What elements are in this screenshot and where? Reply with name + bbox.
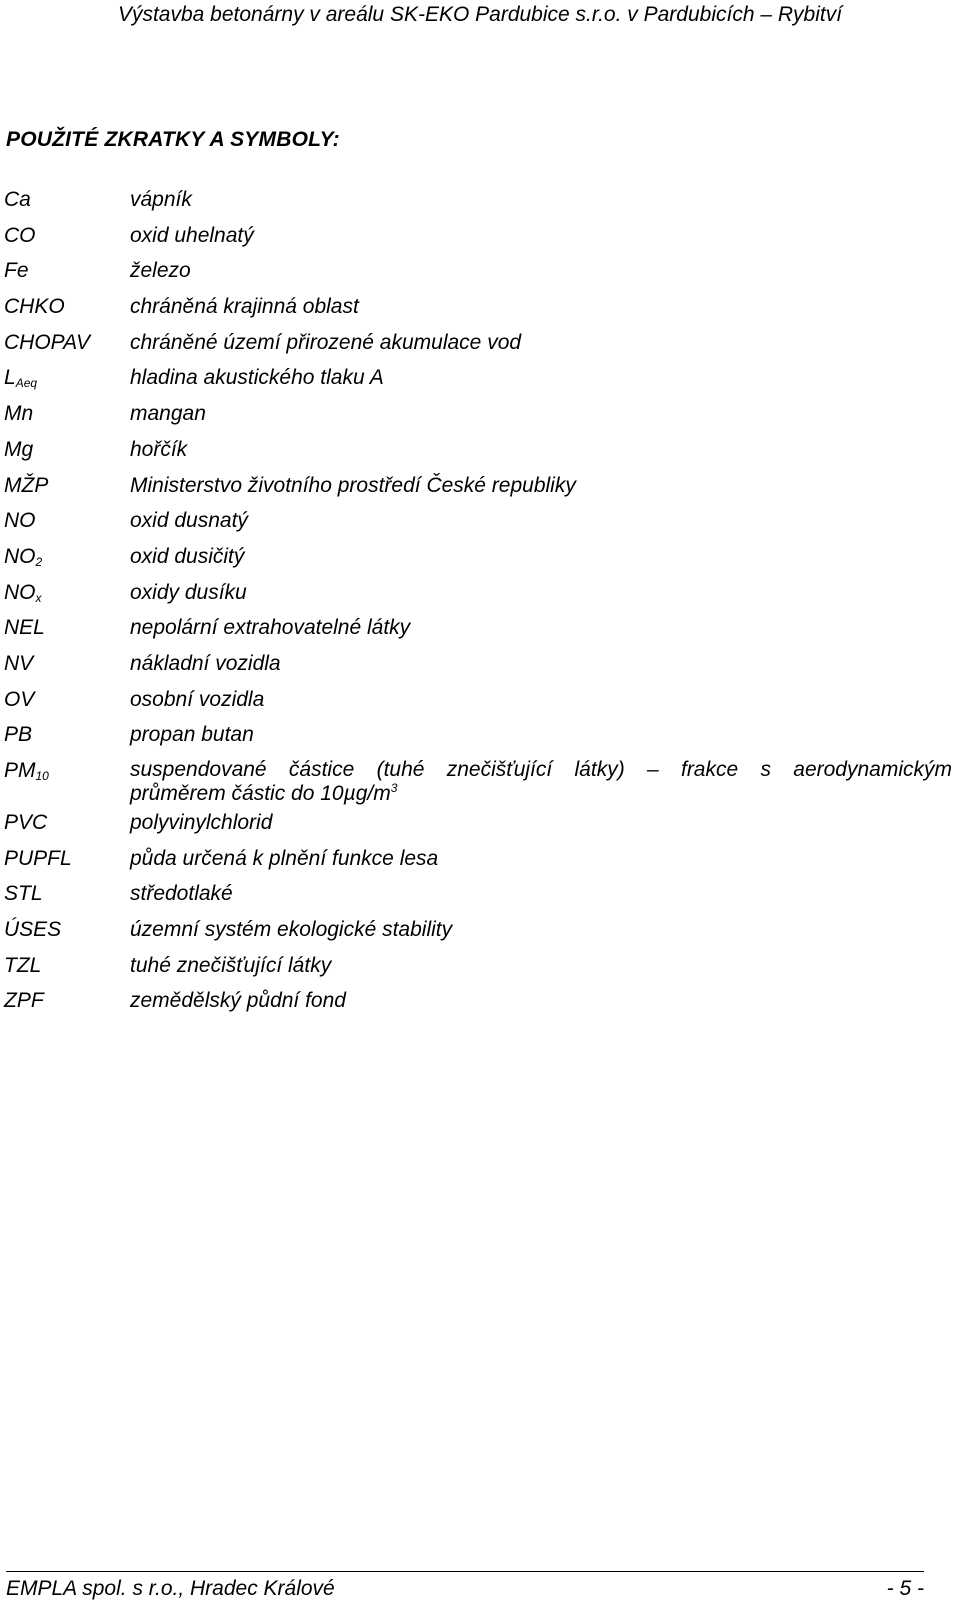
abbreviation-code	[4, 575, 42, 611]
abbreviation-code	[4, 682, 34, 718]
abbreviation-code	[4, 432, 33, 468]
abbreviation-code-subscript: 2	[35, 554, 43, 569]
footer-company: EMPLA spol. s r.o., Hradec Králové	[6, 1577, 335, 1600]
abbreviation-description-superscript: 3	[390, 781, 398, 795]
abbreviation-code	[4, 503, 36, 539]
abbreviation-code	[4, 912, 61, 948]
abbreviation-description: tuhé znečišťující látky	[130, 953, 332, 977]
abbreviation-code-text: NEL	[4, 616, 45, 640]
abbreviation-code-subscript: x	[35, 590, 42, 605]
abbreviation-description: nepolární extrahovatelné látky	[130, 616, 411, 640]
abbreviation-code	[4, 360, 37, 396]
abbreviation-row	[4, 325, 952, 361]
abbreviation-description: středotlaké	[130, 882, 233, 906]
abbreviation-code-text: PB	[4, 723, 33, 747]
abbreviation-description: oxid uhelnatý	[130, 223, 254, 247]
abbreviation-row	[4, 289, 952, 325]
abbreviation-row	[4, 539, 952, 575]
abbreviation-description-text: průměrem částic do 10µg/m	[130, 782, 391, 805]
abbreviation-code-text: L	[4, 366, 16, 390]
abbreviation-description: železo	[130, 259, 191, 283]
abbreviation-code	[4, 753, 49, 789]
abbreviation-code-subscript: Aeq	[15, 376, 38, 391]
abbreviation-code-text: TZL	[4, 953, 42, 977]
abbreviation-code-text: PVC	[4, 811, 48, 834]
abbreviation-description: vápník	[130, 188, 192, 211]
abbreviation-row	[4, 218, 952, 254]
abbreviation-row	[4, 876, 952, 912]
abbreviation-code-text: NO	[4, 544, 36, 568]
abbreviation-code	[4, 289, 65, 325]
section-title: POUŽITÉ ZKRATKY A SYMBOLY:	[6, 128, 340, 151]
abbreviation-code-text: CHOPAV	[4, 330, 90, 354]
abbreviation-row	[4, 610, 952, 646]
page-header-title: Výstavba betonárny v areálu SK-EKO Pardubice s.r.o. v Pardubicích – Rybitví	[117, 3, 843, 26]
abbreviation-description: chráněná krajinná oblast	[130, 295, 359, 319]
abbreviation-row	[4, 503, 952, 539]
abbreviation-description: hladina akustického tlaku A	[130, 366, 384, 390]
abbreviation-code	[4, 805, 47, 841]
abbreviation-code-text: ÚSES	[4, 918, 62, 942]
abbreviation-description: Ministerstvo životního prostředí České republiky	[130, 473, 576, 497]
abbreviation-row	[4, 396, 952, 432]
abbreviation-description: nákladní vozidla	[130, 651, 281, 675]
abbreviation-code-text: OV	[4, 687, 35, 711]
abbreviation-code	[4, 539, 42, 575]
abbreviation-code-text: Ca	[4, 188, 31, 211]
abbreviation-code-text: NO	[4, 580, 36, 604]
abbreviation-description: oxid dusičitý	[130, 544, 245, 568]
abbreviation-code	[4, 646, 33, 682]
abbreviation-description: oxid dusnatý	[130, 509, 248, 533]
abbreviation-description: propan butan	[130, 723, 254, 747]
footer-page-number: - 5 -	[886, 1577, 924, 1600]
abbreviation-description: zemědělský půdní fond	[130, 989, 346, 1013]
abbreviation-code	[4, 717, 32, 753]
abbreviation-description: chráněné území přirozené akumulace vod	[130, 330, 522, 354]
abbreviation-code	[4, 610, 45, 646]
abbreviation-row	[4, 983, 952, 1019]
abbreviation-row	[4, 646, 952, 682]
abbreviation-code-text: NV	[4, 651, 34, 675]
abbreviation-description: půda určená k plnění funkce lesa	[130, 846, 439, 870]
abbreviation-row	[4, 575, 952, 611]
abbreviation-code-text: STL	[4, 882, 43, 906]
abbreviation-code-text: NO	[4, 509, 36, 533]
abbreviation-description: hořčík	[130, 437, 188, 461]
abbreviation-description-line	[130, 782, 952, 806]
abbreviation-code	[4, 325, 90, 361]
abbreviation-code	[4, 983, 44, 1019]
abbreviation-row	[4, 948, 952, 984]
abbreviation-code	[4, 841, 72, 877]
abbreviation-code-text: Mn	[4, 402, 34, 426]
abbreviation-code-text: Fe	[4, 259, 29, 283]
abbreviation-row	[4, 682, 952, 718]
abbreviation-code	[4, 218, 36, 254]
footer-rule	[6, 1571, 924, 1572]
abbreviation-code	[4, 876, 43, 912]
abbreviation-row	[4, 912, 952, 948]
abbreviation-description: mangan	[130, 402, 206, 426]
abbreviation-row	[4, 182, 952, 218]
abbreviation-description: územní systém ekologické stability	[130, 918, 453, 942]
abbreviation-description: oxidy dusíku	[130, 580, 247, 604]
page-header	[0, 0, 960, 30]
abbreviation-description	[130, 758, 952, 806]
abbreviation-description: osobní vozidla	[130, 687, 265, 711]
abbreviation-description-line: suspendované částice (tuhé znečišťující látky) – frakce s aerodynamickým	[130, 758, 952, 781]
abbreviation-row	[4, 432, 952, 468]
abbreviation-row	[4, 717, 952, 753]
abbreviation-code-text: CO	[4, 223, 36, 247]
abbreviation-code-text: PM	[4, 759, 36, 782]
abbreviation-code	[4, 396, 33, 432]
abbreviation-list	[4, 182, 952, 1019]
abbreviation-code	[4, 468, 48, 504]
abbreviation-row	[4, 253, 952, 289]
abbreviation-description: polyvinylchlorid	[130, 811, 273, 834]
abbreviation-row	[4, 841, 952, 877]
abbreviation-row	[4, 360, 952, 396]
abbreviation-code-text: PUPFL	[4, 846, 72, 870]
abbreviation-row	[4, 805, 952, 841]
abbreviation-code-text: CHKO	[4, 295, 65, 319]
abbreviation-code-text: MŽP	[4, 473, 49, 497]
abbreviation-code-subscript: 10	[35, 769, 49, 783]
abbreviation-code	[4, 253, 29, 289]
abbreviation-row	[4, 753, 952, 805]
abbreviation-row	[4, 468, 952, 504]
abbreviation-code	[4, 182, 31, 218]
abbreviation-code-text: Mg	[4, 437, 34, 461]
abbreviation-code	[4, 948, 41, 984]
abbreviation-code-text: ZPF	[4, 989, 44, 1013]
